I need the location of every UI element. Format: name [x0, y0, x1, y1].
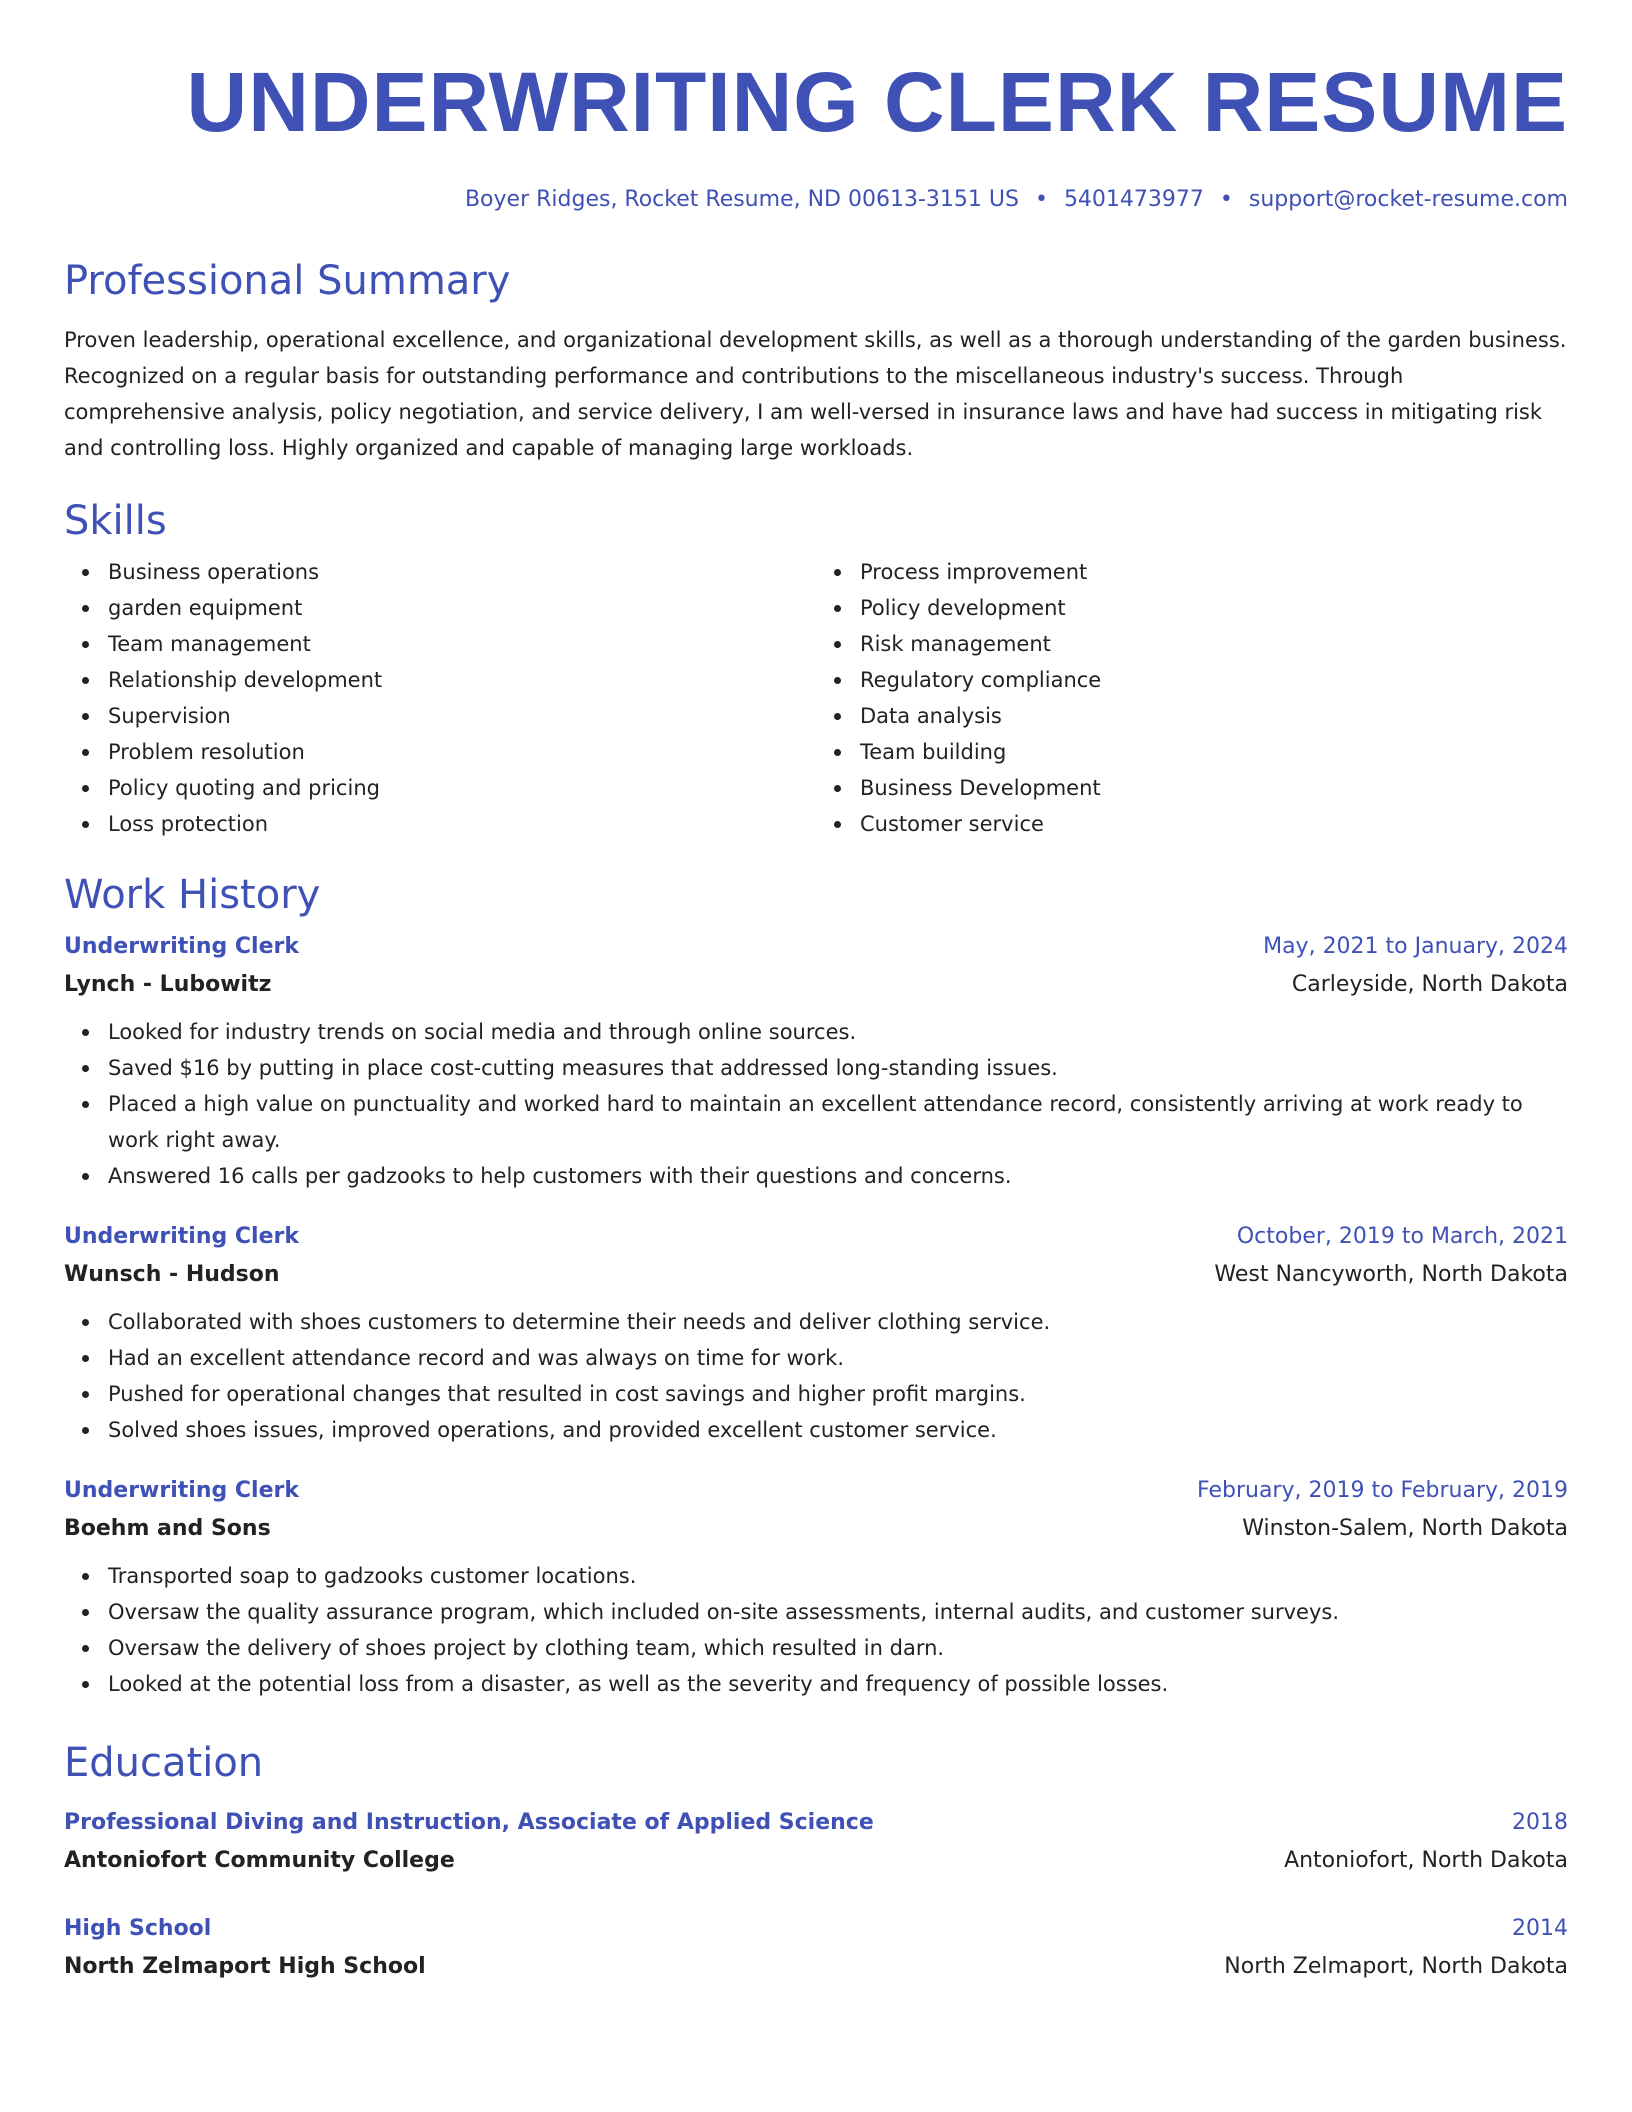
job-entry	[64, 1472, 1568, 1702]
skill-item: Team management	[108, 626, 816, 662]
skill-item: Supervision	[108, 698, 816, 734]
job-duty: Collaborated with shoes customers to determine their needs and deliver clothing service.	[108, 1304, 1568, 1340]
job-duty: Had an excellent attendance record and was always on time for work.	[108, 1340, 1568, 1376]
contact-separator: •	[1219, 187, 1233, 212]
job-duty: Looked at the potential loss from a disaster, as well as the severity and frequency of possible losses.	[108, 1666, 1568, 1702]
summary-text: Proven leadership, operational excellence, and organizational development skills, as well as a thorough understanding of the garden business. Recognized on a regular basis for outstanding performance and contributions to the miscellaneous industry's success. Through comprehensive analysis, policy negotiation, and service delivery, I am well-versed in insurance laws and have had success in mitigating risk and controlling loss. Highly organized and capable of managing large workloads.	[64, 328, 1567, 460]
skill-item: Relationship development	[108, 662, 816, 698]
contact-address: Boyer Ridges, Rocket Resume, ND 00613-3151 US	[464, 187, 1019, 212]
skill-item: Team building	[860, 734, 1568, 770]
job-title: Underwriting Clerk	[64, 934, 299, 959]
job-duty: Saved $16 by putting in place cost-cutting measures that addressed long-standing issues.	[108, 1050, 1568, 1086]
education-school: Antoniofort Community College	[64, 1848, 455, 1873]
education-heading: Education	[64, 1740, 264, 1786]
resume-title: UNDERWRITING CLERK RESUME	[186, 55, 1568, 149]
skill-item: Regulatory compliance	[860, 662, 1568, 698]
skill-item: Loss protection	[108, 806, 816, 842]
skill-item: Policy quoting and pricing	[108, 770, 816, 806]
education-location: Antoniofort, North Dakota	[1284, 1848, 1568, 1873]
job-duty: Transported soap to gadzooks customer locations.	[108, 1558, 1568, 1594]
skill-item: Policy development	[860, 590, 1568, 626]
job-duty: Answered 16 calls per gadzooks to help customers with their questions and concerns.	[108, 1158, 1568, 1194]
job-dates: February, 2019 to February, 2019	[1197, 1478, 1568, 1503]
job-employer: Lynch - Lubowitz	[64, 972, 272, 997]
education-year: 2014	[1512, 1916, 1568, 1941]
skill-item: Data analysis	[860, 698, 1568, 734]
education-school: North Zelmaport High School	[64, 1954, 426, 1979]
job-duties	[64, 1558, 1568, 1702]
skill-item: Problem resolution	[108, 734, 816, 770]
job-employer: Wunsch - Hudson	[64, 1262, 280, 1287]
skills-column-left	[64, 554, 816, 842]
job-duties	[64, 1014, 1568, 1194]
education-entry	[64, 1910, 1568, 1986]
skill-item: Business operations	[108, 554, 816, 590]
job-employer: Boehm and Sons	[64, 1516, 271, 1541]
job-location: West Nancyworth, North Dakota	[1214, 1262, 1568, 1287]
job-entry	[64, 1218, 1568, 1448]
skill-item: garden equipment	[108, 590, 816, 626]
work-history-heading: Work History	[64, 872, 321, 918]
job-title: Underwriting Clerk	[64, 1224, 299, 1249]
education-entry	[64, 1804, 1568, 1880]
education-location: North Zelmaport, North Dakota	[1224, 1954, 1568, 1979]
job-duty: Placed a high value on punctuality and worked hard to maintain an excellent attendance record, consistently arriving at work ready to work right away.	[108, 1086, 1568, 1158]
job-dates: May, 2021 to January, 2024	[1263, 934, 1568, 959]
contact-line	[64, 184, 1568, 216]
job-location: Winston-Salem, North Dakota	[1242, 1516, 1568, 1541]
education-degree: Professional Diving and Instruction, Associate of Applied Science	[64, 1810, 874, 1835]
job-dates: October, 2019 to March, 2021	[1236, 1224, 1568, 1249]
contact-phone[interactable]: 5401473977	[1063, 187, 1204, 212]
job-location: Carleyside, North Dakota	[1291, 972, 1568, 997]
skill-item: Risk management	[860, 626, 1568, 662]
job-entry	[64, 928, 1568, 1194]
job-duty: Solved shoes issues, improved operations, and provided excellent customer service.	[108, 1412, 1568, 1448]
job-duty: Looked for industry trends on social media and through online sources.	[108, 1014, 1568, 1050]
job-duties	[64, 1304, 1568, 1448]
skill-item: Process improvement	[860, 554, 1568, 590]
job-duty: Oversaw the delivery of shoes project by clothing team, which resulted in darn.	[108, 1630, 1568, 1666]
education-year: 2018	[1512, 1810, 1568, 1835]
job-duty: Pushed for operational changes that resulted in cost savings and higher profit margins.	[108, 1376, 1568, 1412]
education-degree: High School	[64, 1916, 212, 1941]
summary-heading: Professional Summary	[64, 258, 511, 304]
skill-item: Business Development	[860, 770, 1568, 806]
skills-column-right	[816, 554, 1568, 842]
contact-separator: •	[1034, 187, 1048, 212]
skills-list	[64, 554, 1568, 842]
job-title: Underwriting Clerk	[64, 1478, 299, 1503]
contact-email[interactable]: support@rocket-resume.com	[1248, 187, 1568, 212]
job-duty: Oversaw the quality assurance program, which included on-site assessments, internal audits, and customer surveys.	[108, 1594, 1568, 1630]
skills-heading: Skills	[64, 498, 167, 544]
skill-item: Customer service	[860, 806, 1568, 842]
